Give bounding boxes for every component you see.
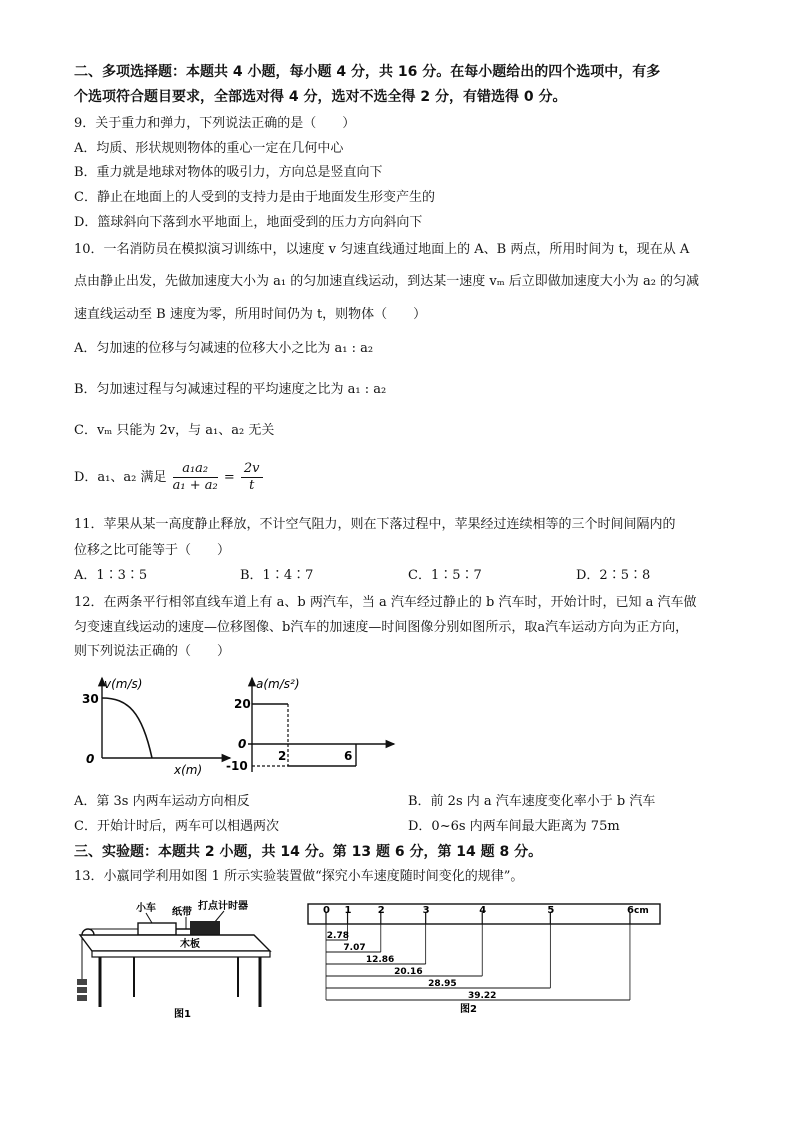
section2-header-line2: 个选项符合题目要求，全部选对得 4 分，选对不选全得 2 分，有错选得 0 分。	[74, 89, 567, 105]
label-tape: 纸带	[172, 907, 192, 918]
q12-option-b: B．前 2s 内 a 汽车速度变化率小于 b 汽车	[408, 794, 656, 809]
q12-option-c: C．开始计时后，两车可以相遇两次	[74, 819, 279, 834]
dimension-label: 28.95	[428, 979, 457, 989]
q13-figure1-apparatus	[74, 893, 284, 1019]
q9-stem: 9．关于重力和弹力，下列说法正确的是（ ）	[74, 116, 356, 131]
q9-option-b: B．重力就是地球对物体的吸引力，方向总是竖直向下	[74, 165, 383, 180]
tape-tick-label: 2	[377, 905, 385, 916]
q10-option-d-right-fraction	[241, 461, 263, 494]
figure2-caption: 图2	[460, 1004, 477, 1015]
q13-figure2-paper-tape	[304, 898, 668, 1016]
label-car: 小车	[136, 903, 156, 914]
q10-stem-line3: 速直线运动至 B 速度为零，所用时间仍为 t，则物体（ ）	[74, 307, 427, 322]
tape-tick-label: 6	[626, 905, 634, 916]
q10-option-b: B．匀加速过程与匀减速过程的平均速度之比为 a₁ : a₂	[74, 382, 387, 397]
dimension-label: 7.07	[343, 943, 366, 953]
q11-option-b: B．1∶4∶7	[240, 568, 314, 583]
fraction-denominator: a₁ + a₂	[172, 478, 218, 493]
fraction-numerator: a₁a₂	[173, 461, 218, 478]
a-axis-label: a(m/s²)	[256, 677, 300, 691]
q10-stem-line1: 10．一名消防员在模拟演习训练中，以速度 v 匀速直线通过地面上的 A、B 两点，所用时间为 t，现在从 A	[74, 242, 690, 257]
q10-stem-line2: 点由静止出发，先做加速度大小为 a₁ 的匀加速直线运动，到达某一速度 vₘ 后立即做加速度大小为 a₂ 的匀减	[74, 274, 700, 289]
tape-tick-label: 0	[323, 905, 330, 916]
q11-option-c: C．1∶5∶7	[408, 568, 482, 583]
q13-stem: 13．小嬴同学利用如图 1 所示实验装置做“探究小车速度随时间变化的规律”。	[74, 869, 524, 884]
dimension-label: 20.16	[394, 967, 423, 977]
unit-label: cm	[634, 906, 649, 916]
dimension-label: 2.78	[326, 931, 349, 941]
q9-option-a: A．均质、形状规则物体的重心一定在几何中心	[74, 141, 344, 156]
q12-option-d: D．0~6s 内两车间最大距离为 75m	[408, 819, 620, 834]
label-board: 木板	[180, 939, 200, 950]
q10-option-d-prefix: D．a₁、a₂ 满足	[74, 470, 167, 485]
q12-option-a: A．第 3s 内两车运动方向相反	[74, 794, 250, 809]
q12-stem-line2: 匀变速直线运动的速度—位移图像、b汽车的加速度—时间图像分别如图所示，取a汽车运动方向为正方向，	[74, 620, 689, 635]
q12-velocity-position-graph	[78, 672, 238, 782]
y-axis-label: v(m/s)	[104, 677, 143, 691]
tape-tick-label: 1	[344, 905, 352, 916]
q11-option-a: A．1∶3∶5	[74, 568, 148, 583]
q11-option-d: D．2∶5∶8	[576, 568, 651, 583]
t-tick-6: 6	[344, 749, 353, 763]
q9-option-d: D．篮球斜向下落到水平地面上，地面受到的压力方向斜向下	[74, 215, 423, 230]
timer-icon	[190, 921, 220, 935]
car-icon	[138, 923, 176, 935]
q9-option-c: C．静止在地面上的人受到的支持力是由于地面发生形变产生的	[74, 190, 435, 205]
tape-tick-label: 3	[422, 905, 430, 916]
a-tick-0: 0	[238, 737, 247, 751]
y-tick-30: 30	[82, 692, 99, 706]
velocity-curve	[102, 698, 152, 758]
dimension-label: 39.22	[467, 991, 497, 1001]
a-tick-neg10: -10	[226, 759, 248, 773]
q11-stem-line2: 位移之比可能等于（ ）	[74, 543, 231, 558]
fraction-denominator: t	[249, 478, 255, 493]
equals-sign: =	[223, 470, 235, 485]
q12-stem-line3: 则下列说法正确的（ ）	[74, 644, 231, 659]
q10-option-d-left-fraction	[173, 461, 218, 494]
tape-tick-label: 4	[479, 905, 487, 916]
tape-tick-label: 5	[547, 905, 555, 916]
q10-option-c: C．vₘ 只能为 2v，与 a₁、a₂ 无关	[74, 423, 275, 438]
x-axis-label: x(m)	[174, 763, 203, 777]
a-tick-20: 20	[234, 697, 251, 711]
section3-header: 三、实验题：本题共 2 小题，共 14 分。第 13 题 6 分，第 14 题 8 分。	[74, 844, 543, 860]
origin-label: 0	[86, 752, 95, 766]
board-icon	[80, 935, 270, 951]
section2-header-line1: 二、多项选择题：本题共 4 小题，每小题 4 分，共 16 分。在每小题给出的四个选项中，有多	[74, 64, 661, 80]
t-tick-2: 2	[278, 749, 287, 763]
label-timer: 打点计时器	[198, 901, 248, 912]
figure1-caption: 图1	[174, 1009, 191, 1020]
dimension-label: 12.86	[365, 955, 395, 965]
fraction-numerator: 2v	[241, 461, 263, 478]
q12-acceleration-time-graph	[226, 672, 408, 782]
q10-option-a: A．匀加速的位移与匀减速的位移大小之比为 a₁ : a₂	[74, 341, 374, 356]
q11-stem-line1: 11．苹果从某一高度静止释放，不计空气阻力，则在下落过程中，苹果经过连续相等的三个时间间隔内的	[74, 517, 676, 532]
q10-option-d	[74, 461, 265, 495]
q12-stem-line1: 12．在两条平行相邻直线车道上有 a、b 两汽车，当 a 汽车经过静止的 b 汽车时，开始计时，已知 a 汽车做	[74, 595, 697, 610]
hanging-weight-icon	[77, 979, 87, 985]
